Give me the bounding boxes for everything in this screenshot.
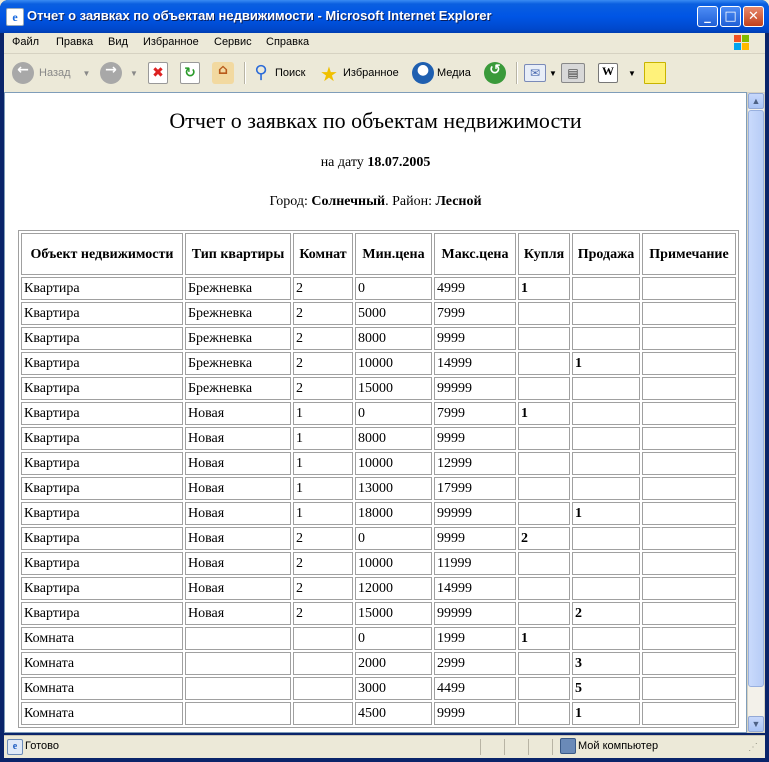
table-cell: Квартира — [21, 577, 183, 600]
table-cell — [642, 577, 736, 600]
status-divider — [528, 739, 529, 755]
table-cell: Брежневка — [185, 377, 291, 400]
table-cell: Квартира — [21, 377, 183, 400]
table-cell: Брежневка — [185, 277, 291, 300]
city-label: Город: — [269, 194, 308, 209]
table-cell — [518, 452, 570, 475]
table-cell: 1 — [293, 477, 353, 500]
table-cell: 99999 — [434, 377, 516, 400]
table-row — [21, 277, 736, 300]
table-cell — [185, 652, 291, 675]
mail-dropdown-icon[interactable]: ▼ — [549, 68, 557, 78]
table-cell: 2 — [293, 277, 353, 300]
table-row — [21, 677, 736, 700]
table-cell — [572, 327, 640, 350]
table-cell: Квартира — [21, 602, 183, 625]
table-cell — [572, 377, 640, 400]
status-bar — [4, 735, 765, 758]
table-cell — [185, 702, 291, 725]
table-cell — [518, 577, 570, 600]
table-cell: 11999 — [434, 552, 516, 575]
table-cell: 4999 — [434, 277, 516, 300]
table-cell: 2 — [293, 552, 353, 575]
table-cell — [642, 402, 736, 425]
table-cell — [185, 627, 291, 650]
table-cell: 2 — [572, 602, 640, 625]
print-button[interactable] — [561, 60, 585, 86]
table-cell: Новая — [185, 602, 291, 625]
table-cell: Квартира — [21, 402, 183, 425]
table-cell: 1 — [293, 427, 353, 450]
security-zone-text: Мой компьютер — [578, 740, 659, 752]
menu-tools[interactable]: Сервис — [214, 36, 252, 48]
table-cell — [642, 677, 736, 700]
table-cell: 2999 — [434, 652, 516, 675]
media-globe-icon: ● — [412, 62, 434, 84]
table-row — [21, 477, 736, 500]
table-cell — [518, 377, 570, 400]
back-button[interactable] — [12, 60, 90, 86]
district-label: . Район: — [385, 194, 432, 209]
vertical-scrollbar[interactable] — [747, 92, 765, 733]
table-cell: 2 — [293, 577, 353, 600]
table-cell: 2 — [518, 527, 570, 550]
table-cell: 4500 — [355, 702, 432, 725]
table-cell — [572, 277, 640, 300]
edit-word-button[interactable] — [598, 60, 636, 86]
table-cell — [642, 302, 736, 325]
table-cell: 12999 — [434, 452, 516, 475]
table-cell — [642, 352, 736, 375]
status-divider — [552, 739, 553, 755]
scroll-thumb[interactable] — [748, 110, 764, 687]
table-row — [21, 352, 736, 375]
table-cell: 14999 — [434, 577, 516, 600]
table-cell — [642, 652, 736, 675]
resize-grip-icon[interactable]: ⋰ — [748, 742, 758, 753]
home-icon: ⌂ — [212, 62, 234, 84]
table-cell: 4499 — [434, 677, 516, 700]
table-cell — [518, 302, 570, 325]
col-header: Объект недвижимости — [21, 233, 183, 275]
table-cell — [293, 627, 353, 650]
search-icon: ⚲ — [254, 62, 268, 83]
stop-icon: ✖ — [148, 62, 168, 84]
table-cell — [642, 702, 736, 725]
toolbar-separator — [516, 62, 518, 84]
table-cell: Квартира — [21, 302, 183, 325]
windows-logo-icon — [731, 34, 761, 52]
table-cell — [572, 577, 640, 600]
table-cell — [518, 677, 570, 700]
table-cell: 1 — [518, 402, 570, 425]
table-cell: Квартира — [21, 427, 183, 450]
report-date: 18.07.2005 — [367, 155, 431, 170]
table-cell: 13000 — [355, 477, 432, 500]
table-cell: Новая — [185, 527, 291, 550]
table-row — [21, 627, 736, 650]
table-cell: Квартира — [21, 352, 183, 375]
table-cell — [293, 652, 353, 675]
table-cell: 1 — [572, 352, 640, 375]
col-header: Комнат — [293, 233, 353, 275]
table-cell: Квартира — [21, 552, 183, 575]
table-cell: Квартира — [21, 277, 183, 300]
search-label: Поиск — [275, 67, 306, 79]
table-row — [21, 602, 736, 625]
table-cell: 0 — [355, 402, 432, 425]
favorites-button[interactable] — [318, 60, 399, 86]
favorites-label: Избранное — [343, 67, 399, 79]
history-button[interactable] — [484, 60, 506, 86]
table-row — [21, 552, 736, 575]
table-cell — [518, 502, 570, 525]
menu-file[interactable]: Файл — [12, 36, 40, 48]
refresh-icon: ↻ — [180, 62, 200, 84]
table-row — [21, 377, 736, 400]
table-cell: Новая — [185, 477, 291, 500]
table-cell: 10000 — [355, 352, 432, 375]
search-button[interactable] — [250, 60, 305, 86]
menu-bar — [4, 33, 765, 54]
table-cell: 10000 — [355, 452, 432, 475]
status-divider — [480, 739, 481, 755]
table-cell: 0 — [355, 527, 432, 550]
table-cell — [185, 677, 291, 700]
close-button[interactable]: ✕ — [743, 6, 764, 27]
table-cell: 1 — [572, 702, 640, 725]
table-cell — [293, 677, 353, 700]
table-cell: 5000 — [355, 302, 432, 325]
table-row — [21, 427, 736, 450]
report-table — [18, 230, 739, 728]
table-cell: 9999 — [434, 427, 516, 450]
table-cell: 2 — [293, 527, 353, 550]
table-cell: Комната — [21, 677, 183, 700]
table-cell: 7999 — [434, 402, 516, 425]
table-cell: Квартира — [21, 452, 183, 475]
table-cell: 18000 — [355, 502, 432, 525]
history-icon: ↺ — [484, 62, 506, 84]
forward-arrow-icon: → — [100, 62, 122, 84]
table-cell: Комната — [21, 652, 183, 675]
title-bar[interactable] — [0, 0, 769, 33]
table-cell — [518, 352, 570, 375]
table-cell — [642, 477, 736, 500]
table-cell: Новая — [185, 577, 291, 600]
col-header: Купля — [518, 233, 570, 275]
table-cell — [572, 452, 640, 475]
table-row — [21, 577, 736, 600]
city-value: Солнечный — [311, 194, 386, 209]
note-icon — [644, 62, 666, 84]
table-cell: Комната — [21, 627, 183, 650]
table-row — [21, 702, 736, 725]
table-cell: Квартира — [21, 502, 183, 525]
page-content — [4, 92, 747, 733]
table-cell — [572, 552, 640, 575]
menu-view[interactable]: Вид — [108, 36, 128, 48]
table-cell: 0 — [355, 627, 432, 650]
table-cell — [642, 552, 736, 575]
table-cell: 8000 — [355, 427, 432, 450]
report-location-line — [5, 194, 746, 210]
menu-help[interactable]: Справка — [266, 36, 310, 48]
scroll-up-icon[interactable]: ▲ — [748, 93, 764, 109]
table-cell: 1 — [518, 277, 570, 300]
table-cell: 3000 — [355, 677, 432, 700]
back-label: Назад — [39, 67, 71, 79]
table-cell: 12000 — [355, 577, 432, 600]
table-cell: Брежневка — [185, 302, 291, 325]
table-cell — [572, 527, 640, 550]
table-cell: 2 — [293, 327, 353, 350]
table-cell — [642, 502, 736, 525]
table-cell: 10000 — [355, 552, 432, 575]
status-text: Готово — [25, 740, 59, 752]
printer-icon: ▤ — [561, 63, 585, 83]
window-title: Отчет о заявках по объектам недвижимости - Microsoft Internet Explorer — [27, 8, 492, 23]
back-arrow-icon: ← — [12, 62, 34, 84]
notes-button[interactable] — [644, 60, 666, 86]
table-cell: 15000 — [355, 602, 432, 625]
table-cell: 0 — [355, 277, 432, 300]
menu-favorites[interactable]: Избранное — [143, 36, 199, 48]
table-cell: 9999 — [434, 702, 516, 725]
table-cell — [518, 702, 570, 725]
menu-edit[interactable]: Правка — [56, 36, 94, 48]
district-value: Лесной — [435, 194, 482, 209]
table-cell — [572, 402, 640, 425]
table-cell: 3 — [572, 652, 640, 675]
scroll-down-icon[interactable]: ▼ — [748, 716, 764, 732]
table-cell: 9999 — [434, 327, 516, 350]
table-cell: 7999 — [434, 302, 516, 325]
home-button[interactable] — [212, 60, 234, 86]
status-divider — [504, 739, 505, 755]
table-cell: 1 — [518, 627, 570, 650]
table-cell: 17999 — [434, 477, 516, 500]
table-cell: 2 — [293, 302, 353, 325]
col-header: Мин.цена — [355, 233, 432, 275]
mail-button[interactable] — [524, 60, 557, 86]
table-cell — [518, 327, 570, 350]
table-row — [21, 652, 736, 675]
toolbar-separator — [244, 62, 246, 84]
report-date-line — [5, 155, 746, 171]
word-icon: W — [598, 63, 618, 83]
table-cell — [572, 477, 640, 500]
table-cell — [518, 652, 570, 675]
table-cell — [518, 427, 570, 450]
table-cell — [572, 427, 640, 450]
table-header-row — [21, 233, 736, 275]
table-cell: Комната — [21, 702, 183, 725]
ie-page-icon: e — [6, 8, 24, 26]
media-label: Медиа — [437, 67, 471, 79]
table-cell: Квартира — [21, 327, 183, 350]
table-cell — [642, 277, 736, 300]
table-cell: Новая — [185, 402, 291, 425]
table-cell: 99999 — [434, 502, 516, 525]
table-cell: 1 — [293, 452, 353, 475]
table-cell: Новая — [185, 552, 291, 575]
forward-dropdown-icon[interactable]: ▼ — [130, 68, 138, 78]
table-cell: 8000 — [355, 327, 432, 350]
col-header: Макс.цена — [434, 233, 516, 275]
refresh-button[interactable] — [180, 60, 200, 86]
maximize-button[interactable]: □ — [720, 6, 741, 27]
table-cell: 99999 — [434, 602, 516, 625]
table-row — [21, 527, 736, 550]
table-cell — [518, 477, 570, 500]
table-cell — [518, 552, 570, 575]
table-cell: 14999 — [434, 352, 516, 375]
table-cell: 1 — [293, 402, 353, 425]
my-computer-icon — [560, 738, 576, 754]
edit-dropdown-icon[interactable]: ▼ — [628, 68, 636, 78]
table-cell: 9999 — [434, 527, 516, 550]
minimize-button[interactable]: _ — [697, 6, 718, 27]
table-cell: 5 — [572, 677, 640, 700]
table-cell — [642, 527, 736, 550]
page-done-icon: e — [7, 739, 23, 755]
table-cell — [572, 302, 640, 325]
table-cell — [642, 327, 736, 350]
table-cell: Квартира — [21, 527, 183, 550]
table-cell: Брежневка — [185, 327, 291, 350]
table-cell — [642, 602, 736, 625]
col-header: Продажа — [572, 233, 640, 275]
table-cell: 2 — [293, 602, 353, 625]
table-cell: Новая — [185, 502, 291, 525]
table-cell — [642, 427, 736, 450]
mail-icon: ✉ — [524, 64, 546, 82]
date-label: на дату — [320, 155, 364, 170]
table-cell: Новая — [185, 427, 291, 450]
table-cell: 1 — [293, 502, 353, 525]
table-cell: 2 — [293, 377, 353, 400]
table-cell: 15000 — [355, 377, 432, 400]
table-cell: 2 — [293, 352, 353, 375]
table-row — [21, 502, 736, 525]
table-cell — [572, 627, 640, 650]
table-cell: 1 — [572, 502, 640, 525]
table-row — [21, 402, 736, 425]
table-row — [21, 327, 736, 350]
col-header: Тип квартиры — [185, 233, 291, 275]
table-cell: 1999 — [434, 627, 516, 650]
report-title: Отчет о заявках по объектам недвижимости — [169, 108, 582, 133]
table-cell: Новая — [185, 452, 291, 475]
media-button[interactable] — [412, 60, 471, 86]
table-cell — [518, 602, 570, 625]
table-cell — [642, 627, 736, 650]
forward-button[interactable] — [100, 60, 138, 86]
back-dropdown-icon[interactable]: ▼ — [82, 68, 91, 78]
table-cell: Брежневка — [185, 352, 291, 375]
stop-button[interactable] — [148, 60, 168, 86]
table-cell — [293, 702, 353, 725]
table-cell: 2000 — [355, 652, 432, 675]
table-cell — [642, 452, 736, 475]
toolbar — [4, 54, 765, 93]
table-cell — [642, 377, 736, 400]
table-row — [21, 452, 736, 475]
star-icon: ★ — [320, 62, 338, 86]
table-cell: Квартира — [21, 477, 183, 500]
table-row — [21, 302, 736, 325]
col-header: Примечание — [642, 233, 736, 275]
